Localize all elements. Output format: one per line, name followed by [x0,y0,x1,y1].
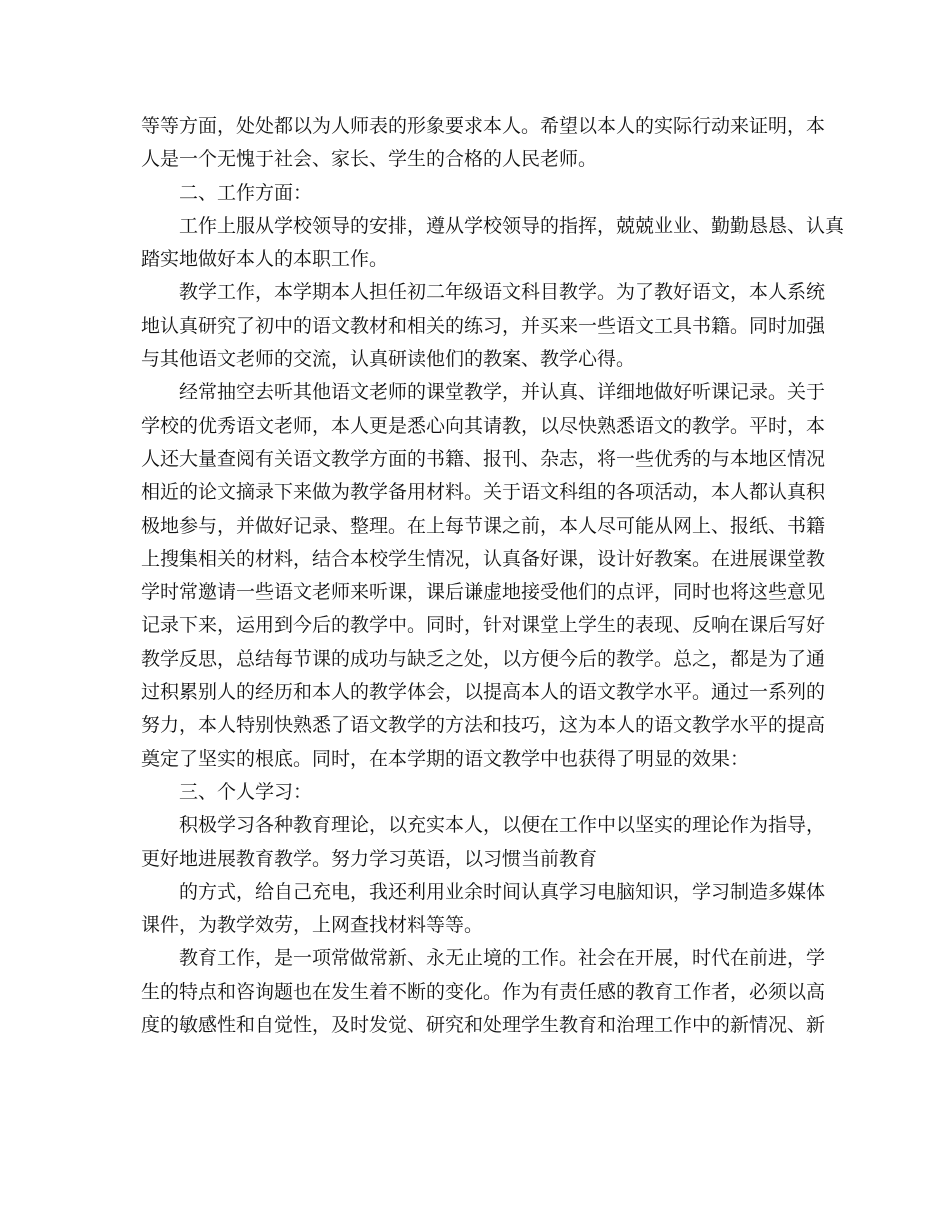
text-line: 教育工作，是一项常做常新、永无止境的工作。社会在开展，时代在前进，学 [179,947,826,970]
text-line: 极地参与，并做好记录、整理。在上每节课之前，本人尽可能从网上、报纸、书籍 [141,514,826,537]
text-line: 教学工作，本学期本人担任初二年级语文科目教学。为了教好语文，本人系统 [179,281,826,304]
text-line: 过积累别人的经历和本人的教学体会，以提高本人的语文教学水平。通过一系列的 [141,681,826,704]
text-line: 奠定了坚实的根底。同时，在本学期的语文教学中也获得了明显的效果： [141,747,750,770]
text-line: 记录下来，运用到今后的教学中。同时，针对课堂上学生的表现、反响在课后写好 [141,614,826,637]
document-body [141,110,845,1042]
text-line: 踏实地做好本人的本职工作。 [141,248,389,271]
text-line: 相近的论文摘录下来做为教学备用材料。关于语文科组的各项活动，本人都认真积 [141,481,826,504]
text-line: 二、工作方面： [179,181,313,204]
text-line: 学时常邀请一些语文老师来听课，课后谦虚地接受他们的点评，同时也将这些意见 [141,581,826,604]
text-line: 工作上服从学校领导的安排，遵从学校领导的指挥，兢兢业业、勤勤恳恳、认真 [179,214,845,237]
text-line: 三、个人学习： [179,780,313,803]
text-line: 经常抽空去听其他语文老师的课堂教学，并认真、详细地做好听课记录。关于 [179,381,826,404]
text-line: 地认真研究了初中的语文教材和相关的练习，并买来一些语文工具书籍。同时加强 [141,314,826,337]
text-line: 积极学习各种教育理论，以充实本人，以便在工作中以坚实的理论作为指导， [179,814,826,837]
text-line: 课件，为教学效劳，上网查找材料等等。 [141,914,484,937]
text-line: 等等方面，处处都以为人师表的形象要求本人。希望以本人的实际行动来证明，本 [141,115,826,137]
text-line: 人是一个无愧于社会、家长、学生的合格的人民老师。 [141,148,598,171]
text-line: 更好地进展教育教学。努力学习英语，以习惯当前教育 [141,847,598,870]
text-line: 的方式，给自己充电，我还利用业余时间认真学习电脑知识，学习制造多媒体 [179,880,826,903]
text-line: 度的敏感性和自觉性，及时发觉、研究和处理学生教育和治理工作中的新情况、新 [141,1014,826,1037]
text-line: 学校的优秀语文老师，本人更是悉心向其请教，以尽快熟悉语文的教学。平时，本 [141,414,826,437]
text-line: 上搜集相关的材料，结合本校学生情况，认真备好课，设计好教案。在进展课堂教 [141,547,826,570]
text-line: 人还大量查阅有关语文教学方面的书籍、报刊、杂志，将一些优秀的与本地区情况 [141,447,826,470]
text-line: 教学反思，总结每节课的成功与缺乏之处，以方便今后的教学。总之，都是为了通 [141,647,826,670]
text-line: 努力，本人特别快熟悉了语文教学的方法和技巧，这为本人的语文教学水平的提高 [141,714,826,737]
text-line: 生的特点和咨询题也在发生着不断的变化。作为有责任感的教育工作者，必须以高 [141,980,826,1003]
text-line: 与其他语文老师的交流，认真研读他们的教案、教学心得。 [141,348,636,371]
